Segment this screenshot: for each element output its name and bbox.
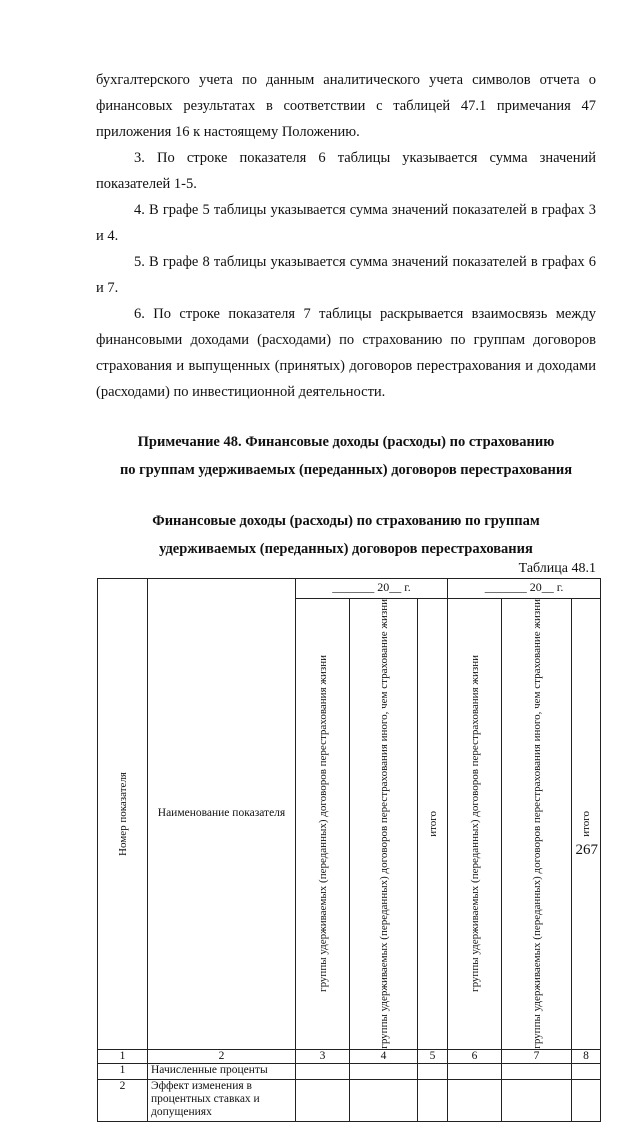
column-number-cell: 5 bbox=[418, 1049, 448, 1063]
col-name-header bbox=[148, 579, 296, 1050]
paragraph-continuation: бухгалтерского учета по данным аналитического учета символов отчета о финансовых результатах в соответствии с таблицей 47.1 примечания 47 приложения 16 к настоящему Положению. bbox=[96, 72, 596, 140]
column-number-cell: 8 bbox=[572, 1049, 601, 1063]
paragraph-item-4: 4. В графе 5 таблицы указывается сумма значений показателей в графах 3 и 4. bbox=[96, 202, 596, 244]
paragraph-item-3: 3. По строке показателя 6 таблицы указывается сумма значений показателей 1-5. bbox=[96, 150, 596, 192]
value-cell bbox=[350, 1079, 418, 1121]
col-name-header-text: Наименование показателя bbox=[157, 807, 286, 820]
table-row bbox=[98, 1063, 601, 1079]
column-number-cell: 2 bbox=[148, 1049, 296, 1063]
value-cell bbox=[350, 1063, 418, 1079]
subcol-header bbox=[418, 599, 448, 1050]
value-cell bbox=[296, 1079, 350, 1121]
subcol-header bbox=[502, 599, 572, 1050]
row-number-cell: 1 bbox=[98, 1063, 148, 1079]
column-number-cell: 6 bbox=[448, 1049, 502, 1063]
subcol-header bbox=[296, 599, 350, 1050]
row-number-cell: 2 bbox=[98, 1079, 148, 1121]
note-heading bbox=[96, 428, 596, 484]
subcol-header bbox=[572, 599, 601, 1050]
note-heading-line2: по группам удерживаемых (переданных) договоров перестрахования bbox=[119, 462, 573, 478]
report-table bbox=[97, 578, 601, 1122]
subcol-header-text: группы удерживаемых (переданных) договоров перестрахования иного, чем страхование жизни bbox=[377, 599, 390, 1049]
subcol-header bbox=[448, 599, 502, 1050]
value-cell bbox=[502, 1079, 572, 1121]
table-title-line1: Финансовые доходы (расходы) по страхованию по группам bbox=[152, 513, 540, 529]
value-cell bbox=[418, 1063, 448, 1079]
note-heading-line1: Примечание 48. Финансовые доходы (расходы) по страхованию bbox=[137, 434, 555, 450]
period-1-header: _______ 20__ г. bbox=[296, 579, 448, 599]
value-cell bbox=[502, 1063, 572, 1079]
column-number-cell: 7 bbox=[502, 1049, 572, 1063]
paragraph-item-6: 6. По строке показателя 7 таблицы раскрывается взаимосвязь между финансовыми доходами (расходами) по страхованию по группам договоров страхования и выпущенных (принятых) договоров перестрахования и доходами (расходами) по инвестиционной деятельности. bbox=[96, 306, 596, 400]
column-number-cell: 3 bbox=[296, 1049, 350, 1063]
paragraph-item-5: 5. В графе 8 таблицы указывается сумма значений показателей в графах 6 и 7. bbox=[96, 254, 596, 296]
value-cell bbox=[448, 1079, 502, 1121]
value-cell bbox=[572, 1063, 601, 1079]
subcol-header-text: группы удерживаемых (переданных) договоров перестрахования иного, чем страхование жизни bbox=[530, 599, 543, 1049]
row-name-cell: Эффект изменения в процентных ставках и допущениях bbox=[148, 1079, 296, 1121]
value-cell bbox=[296, 1063, 350, 1079]
value-cell bbox=[448, 1063, 502, 1079]
value-cell bbox=[572, 1079, 601, 1121]
value-cell bbox=[418, 1079, 448, 1121]
table-caption: Таблица 48.1 bbox=[518, 561, 596, 576]
subcol-header bbox=[350, 599, 418, 1050]
column-number-cell: 4 bbox=[350, 1049, 418, 1063]
subcol-header-text: группы удерживаемых (переданных) договоров перестрахования жизни bbox=[468, 655, 481, 993]
table-row bbox=[98, 1079, 601, 1121]
column-number-cell: 1 bbox=[98, 1049, 148, 1063]
col-number-header bbox=[98, 579, 148, 1050]
column-numbers-row bbox=[98, 1049, 601, 1063]
col-number-header-text: Номер показателя bbox=[116, 771, 129, 856]
period-2-header: _______ 20__ г. bbox=[448, 579, 601, 599]
subcol-header-text: итого bbox=[426, 810, 439, 837]
subcol-header-text: итого bbox=[580, 810, 593, 837]
page-number: 267 bbox=[575, 842, 598, 858]
subcol-header-text: группы удерживаемых (переданных) договоров перестрахования жизни bbox=[316, 655, 329, 993]
header-row-periods bbox=[98, 579, 601, 599]
row-name-cell: Начисленные проценты bbox=[148, 1063, 296, 1079]
table-title-line2: удерживаемых (переданных) договоров перестрахования bbox=[159, 541, 533, 557]
table-title bbox=[96, 507, 596, 563]
